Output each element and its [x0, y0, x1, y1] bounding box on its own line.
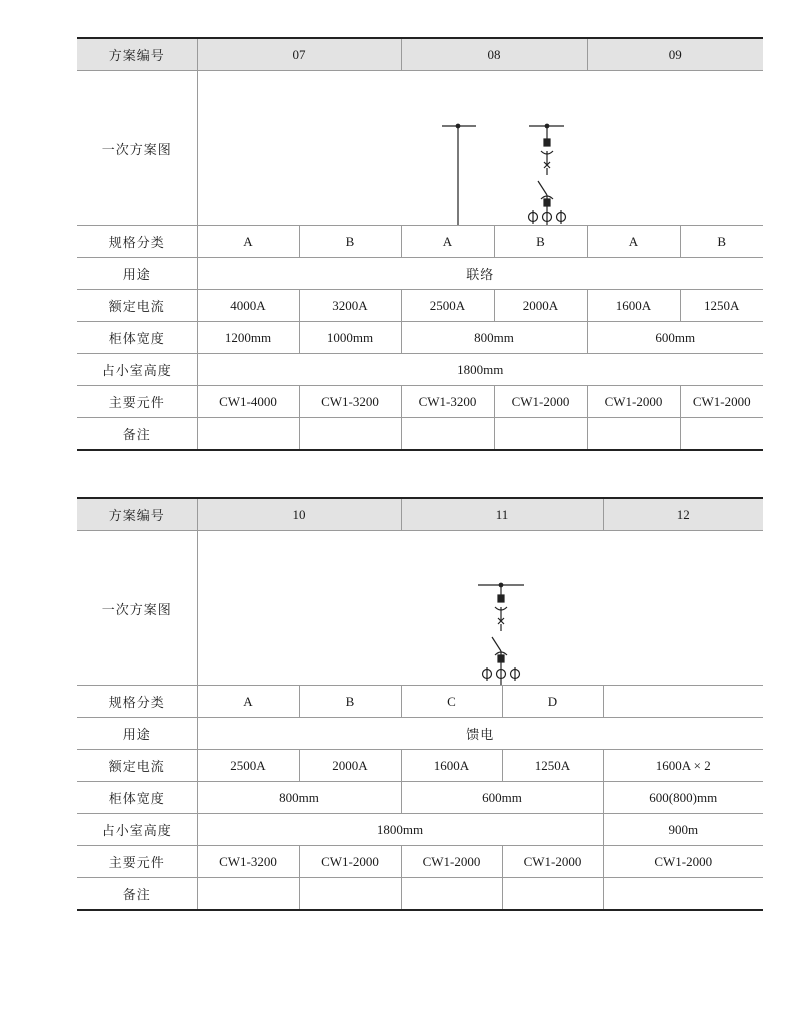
remarks-label: 备注 [77, 878, 197, 911]
scheme-number-row [77, 38, 763, 71]
component-cell: CW1-3200 [197, 846, 299, 878]
height-row [77, 814, 763, 846]
spec-label: 规格分类 [77, 686, 197, 718]
spec-cell: A [197, 686, 299, 718]
component-cell: CW1-2000 [680, 386, 763, 418]
spec-cell: B [299, 226, 401, 258]
current-cell: 4000A [197, 290, 299, 322]
current-cell: 2000A [494, 290, 587, 322]
remarks-cell [502, 878, 603, 911]
usage-label: 用途 [77, 258, 197, 290]
current-cell: 1250A [680, 290, 763, 322]
current-cell: 1600A × 2 [603, 750, 763, 782]
spec-cell: D [502, 686, 603, 718]
current-cell: 1600A [401, 750, 502, 782]
feeder-circuit-diagram [197, 531, 763, 686]
spec-cell: A [587, 226, 680, 258]
remarks-row [77, 418, 763, 451]
width-row [77, 782, 763, 814]
current-cell: 1250A [502, 750, 603, 782]
remarks-row [77, 878, 763, 911]
scheme-07: 07 [197, 38, 401, 71]
components-row [77, 846, 763, 878]
remarks-cell [197, 878, 299, 911]
component-cell: CW1-3200 [401, 386, 494, 418]
component-cell: CW1-2000 [603, 846, 763, 878]
spec-cell: B [299, 686, 401, 718]
remarks-label: 备注 [77, 418, 197, 451]
height-value: 900m [603, 814, 763, 846]
component-cell: CW1-4000 [197, 386, 299, 418]
component-cell: CW1-2000 [502, 846, 603, 878]
diagram-row [77, 531, 763, 686]
current-label: 额定电流 [77, 750, 197, 782]
remarks-cell [299, 418, 401, 451]
spec-row [77, 686, 763, 718]
scheme-number-row [77, 498, 763, 531]
scheme-table-07-09 [77, 37, 763, 451]
width-cell: 800mm [197, 782, 401, 814]
width-cell: 1000mm [299, 322, 401, 354]
component-cell: CW1-2000 [494, 386, 587, 418]
remarks-cell [587, 418, 680, 451]
usage-value: 馈电 [197, 718, 763, 750]
width-label: 柜体宽度 [77, 322, 197, 354]
spec-cell: C [401, 686, 502, 718]
components-label: 主要元件 [77, 846, 197, 878]
height-value: 1800mm [197, 814, 603, 846]
width-row [77, 322, 763, 354]
width-label: 柜体宽度 [77, 782, 197, 814]
feeder-circuit-schematic [198, 531, 764, 685]
spec-cell [603, 686, 763, 718]
scheme-09: 09 [587, 38, 763, 71]
width-cell: 1200mm [197, 322, 299, 354]
tie-circuit-diagram [197, 71, 763, 226]
current-row [77, 290, 763, 322]
width-cell: 600mm [401, 782, 603, 814]
current-cell: 2500A [401, 290, 494, 322]
component-cell: CW1-3200 [299, 386, 401, 418]
scheme-12: 12 [603, 498, 763, 531]
diagram-label: 一次方案图 [77, 71, 197, 226]
scheme-number-label: 方案编号 [77, 498, 197, 531]
component-cell: CW1-2000 [401, 846, 502, 878]
height-label: 占小室高度 [77, 814, 197, 846]
scheme-08: 08 [401, 38, 587, 71]
scheme-number-label: 方案编号 [77, 38, 197, 71]
current-label: 额定电流 [77, 290, 197, 322]
width-cell: 600mm [587, 322, 763, 354]
remarks-cell [494, 418, 587, 451]
remarks-cell [680, 418, 763, 451]
usage-row [77, 718, 763, 750]
spec-label: 规格分类 [77, 226, 197, 258]
diagram-label: 一次方案图 [77, 531, 197, 686]
remarks-cell [401, 878, 502, 911]
diagram-row [77, 71, 763, 226]
components-label: 主要元件 [77, 386, 197, 418]
spec-cell: A [197, 226, 299, 258]
current-cell: 2500A [197, 750, 299, 782]
usage-value: 联络 [197, 258, 763, 290]
width-cell: 800mm [401, 322, 587, 354]
remarks-cell [401, 418, 494, 451]
spec-cell: B [680, 226, 763, 258]
usage-row [77, 258, 763, 290]
height-label: 占小室高度 [77, 354, 197, 386]
tie-circuit-schematic [198, 71, 764, 225]
current-row [77, 750, 763, 782]
spec-cell: B [494, 226, 587, 258]
width-cell: 600(800)mm [603, 782, 763, 814]
height-value: 1800mm [197, 354, 763, 386]
height-row [77, 354, 763, 386]
component-cell: CW1-2000 [587, 386, 680, 418]
scheme-10: 10 [197, 498, 401, 531]
current-cell: 1600A [587, 290, 680, 322]
scheme-table-10-12 [77, 497, 763, 911]
remarks-cell [197, 418, 299, 451]
scheme-11: 11 [401, 498, 603, 531]
usage-label: 用途 [77, 718, 197, 750]
spec-row [77, 226, 763, 258]
current-cell: 3200A [299, 290, 401, 322]
components-row [77, 386, 763, 418]
remarks-cell [603, 878, 763, 911]
component-cell: CW1-2000 [299, 846, 401, 878]
spec-cell: A [401, 226, 494, 258]
current-cell: 2000A [299, 750, 401, 782]
remarks-cell [299, 878, 401, 911]
